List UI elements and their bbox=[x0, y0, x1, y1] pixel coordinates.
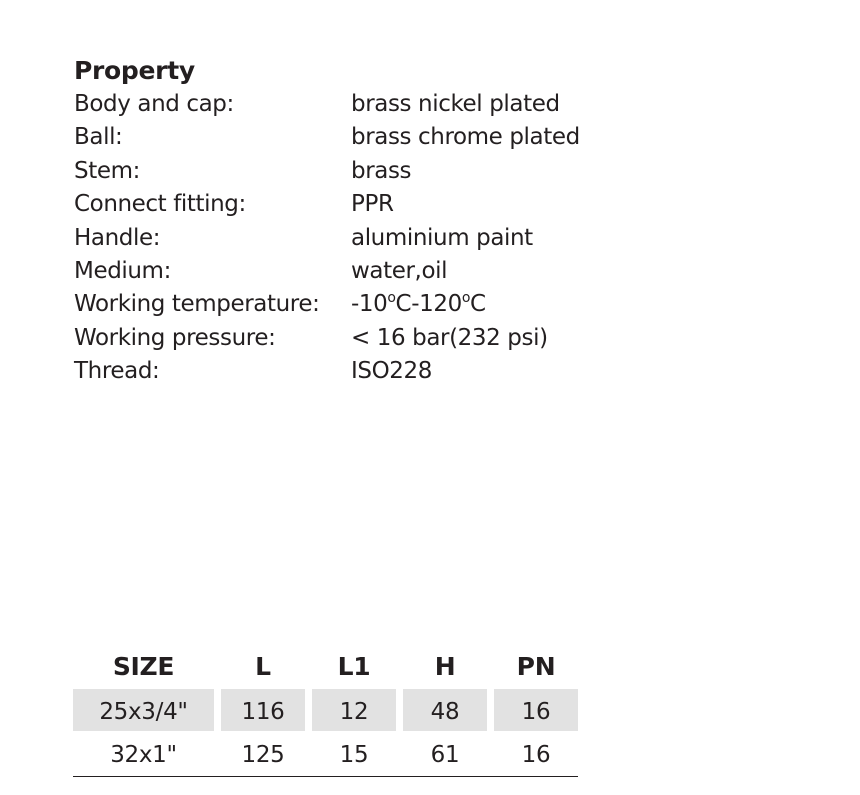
property-title: Property bbox=[74, 56, 195, 85]
header-h: H bbox=[434, 651, 456, 681]
property-label: Working temperature: bbox=[74, 291, 320, 318]
property-row-medium bbox=[74, 255, 634, 288]
cell-size: 25x3/4" bbox=[73, 689, 214, 731]
header-l: L bbox=[255, 651, 271, 681]
cell-h: 48 bbox=[403, 689, 487, 731]
property-value: water,oil bbox=[351, 257, 448, 284]
property-label: Working pressure: bbox=[74, 324, 276, 351]
cell-l: 125 bbox=[241, 741, 285, 768]
temperature-value bbox=[351, 288, 634, 321]
table-bottom-rule bbox=[73, 776, 578, 777]
cell-l: 116 bbox=[221, 689, 305, 731]
property-row-connect-fitting bbox=[74, 188, 634, 221]
degree-mark: o bbox=[461, 290, 470, 307]
cell-l1: 12 bbox=[312, 689, 396, 731]
table-row bbox=[73, 731, 578, 774]
header-pn: PN bbox=[516, 651, 556, 681]
cell-pn: 16 bbox=[521, 741, 551, 768]
header-l1: L1 bbox=[337, 651, 371, 681]
property-value: PPR bbox=[351, 191, 394, 218]
property-value: brass nickel plated bbox=[351, 91, 560, 117]
cell-size: 32x1" bbox=[110, 741, 177, 768]
property-section bbox=[74, 54, 634, 389]
property-label: Ball: bbox=[74, 124, 123, 151]
property-row-working-temperature bbox=[74, 288, 634, 321]
property-row-working-pressure bbox=[74, 322, 634, 355]
degree-mark: o bbox=[387, 290, 396, 307]
temperature-range-text: C-120 bbox=[395, 291, 462, 318]
temperature-unit: C bbox=[469, 291, 486, 318]
property-value: < 16 bar(232 psi) bbox=[351, 324, 548, 351]
property-value: ISO228 bbox=[351, 358, 432, 385]
property-label: Stem: bbox=[74, 157, 140, 184]
temperature-min-number: -10 bbox=[351, 291, 388, 318]
table-header-row bbox=[73, 644, 578, 688]
property-row-thread bbox=[74, 355, 634, 388]
property-value: brass chrome plated bbox=[351, 124, 580, 151]
property-row-body-and-cap bbox=[74, 88, 634, 121]
property-label: Thread: bbox=[74, 358, 160, 385]
property-row-handle bbox=[74, 222, 634, 255]
cell-pn: 16 bbox=[494, 689, 578, 731]
property-label: Medium: bbox=[74, 257, 171, 284]
property-row-stem bbox=[74, 155, 634, 188]
cell-l1: 15 bbox=[339, 741, 369, 768]
table-row bbox=[73, 688, 578, 731]
property-label: Body and cap: bbox=[74, 91, 234, 117]
property-label: Handle: bbox=[74, 224, 161, 251]
property-row-ball bbox=[74, 121, 634, 154]
property-value: aluminium paint bbox=[351, 224, 533, 251]
cell-h: 61 bbox=[430, 741, 460, 768]
header-size: SIZE bbox=[112, 651, 175, 681]
property-label: Connect fitting: bbox=[74, 191, 246, 218]
property-value: brass bbox=[351, 157, 412, 184]
size-table bbox=[73, 644, 578, 777]
